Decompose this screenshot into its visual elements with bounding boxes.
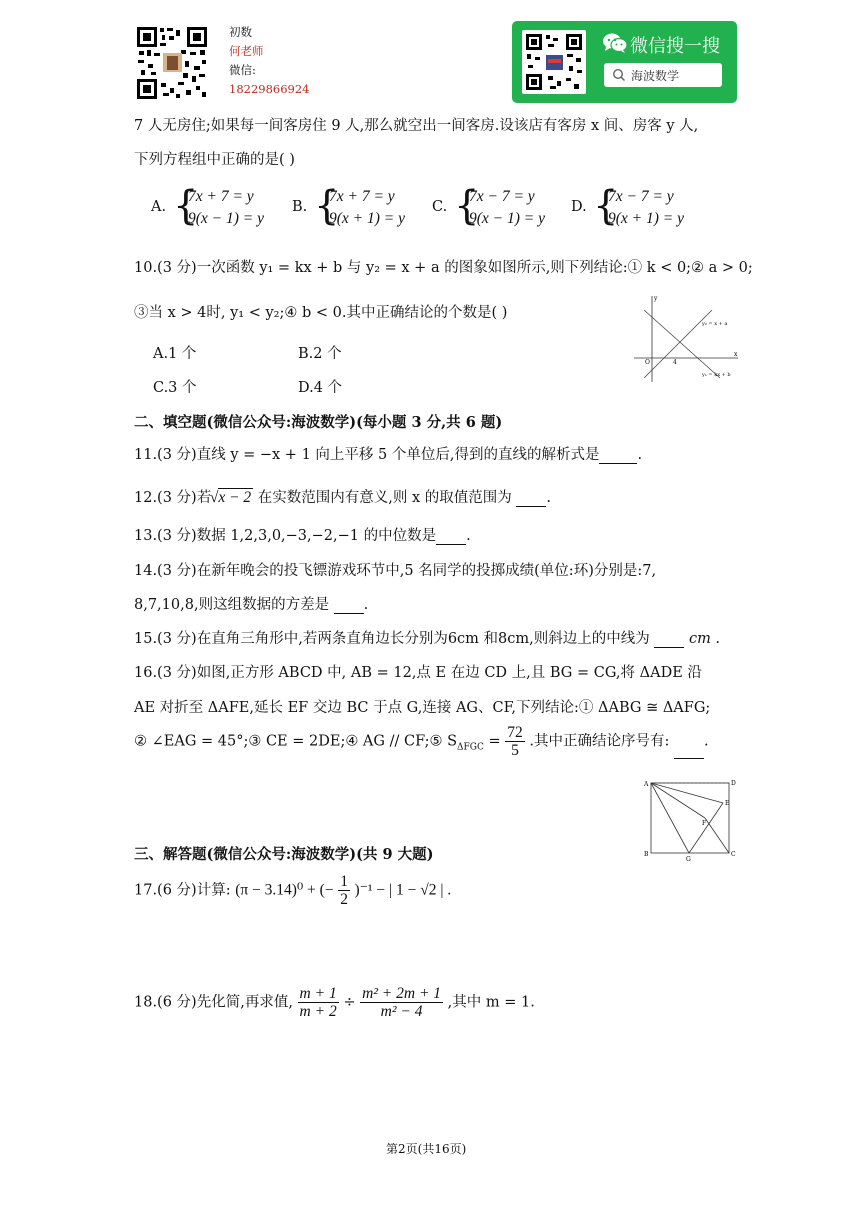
q10-option-a: A.1 个: [153, 346, 197, 362]
q16-label-a: A: [644, 781, 649, 788]
q16-line3-pre: ② ∠EAG = 45°;③ CE = 2DE;④ AG // CF;⑤ S: [134, 733, 458, 750]
q16-line2: AE 对折至 ΔAFE,延长 EF 交边 BC 于点 G,连接 AG、CF,下列结论:① ΔABG ≅ ΔAFG;: [134, 700, 711, 716]
q9-option-a-label: A.: [151, 199, 167, 215]
q10-line1: 10.(3 分)一次函数 y₁ = kx + b 与 y₂ = x + a 的图象如图所示,则下列结论:① k < 0;② a > 0;: [134, 260, 753, 276]
wechat-search-text: 海波数学: [631, 69, 680, 83]
q9-option-c-eq1: 7x − 7 = y: [469, 188, 535, 205]
q12-blank: [516, 490, 546, 507]
q11: 11.(3 分)直线 y = −x + 1 向上平移 5 个单位后,得到的直线的解析式是 .: [134, 447, 643, 463]
q10-option-c: C.3 个: [153, 380, 197, 396]
q18-fraction-1: [298, 985, 339, 1020]
q10-function-graph: [632, 292, 742, 384]
q16-square-figure: [643, 778, 738, 862]
q17: [134, 873, 451, 908]
q11-text: 11.(3 分)直线 y = −x + 1 向上平移 5 个单位后,得到的直线的解析式是: [134, 447, 600, 463]
q13-blank: [436, 528, 466, 545]
q10-graph-y-label: y: [654, 295, 658, 302]
q17-frac-den: 2: [340, 891, 348, 908]
q9-option-b-label: B.: [292, 199, 308, 215]
q9-option-b-eq1: 7x + 7 = y: [329, 188, 395, 205]
q16-line3-post: .其中正确结论序号有:: [529, 733, 670, 750]
q10-graph-four-label: 4: [673, 359, 677, 366]
q11-blank: [599, 447, 637, 464]
q12-radical: √x − 2: [209, 489, 252, 506]
q16-blank: [674, 742, 704, 759]
q18-f2-den: m² − 4: [380, 1003, 423, 1020]
q9-option-b-eq2: 9(x + 1) = y: [329, 210, 406, 227]
q16-line3-eq: =: [488, 733, 501, 750]
q18-op: ÷: [343, 994, 356, 1011]
q10-line2: ③当 x > 4时, y₁ < y₂;④ b < 0.其中正确结论的个数是( ): [134, 305, 508, 321]
q9-line1: 7 人无房住;如果每一间客房住 9 人,那么就空出一间客房.设该店有客房 x 间、房客 y 人,: [134, 118, 699, 134]
section2-title: 二、填空题(微信公众号:海波数学)(每小题 3 分,共 6 题): [134, 414, 503, 431]
teacher-line-subject: 初数: [229, 25, 252, 39]
wechat-qr-code: [522, 30, 586, 94]
search-icon: [612, 68, 626, 82]
q14-line2-text: 8,7,10,8,则这组数据的方差是: [134, 597, 330, 613]
q9-option-d-label: D.: [571, 199, 587, 215]
q12: 12.(3 分)若 √x − 2 在实数范围内有意义,则 x 的取值范围为 .: [134, 489, 552, 506]
q14-line2: 8,7,10,8,则这组数据的方差是 .: [134, 597, 369, 613]
q10-option-b: B.2 个: [298, 346, 342, 362]
q13-text: 13.(3 分)数据 1,2,3,0,−3,−2,−1 的中位数是: [134, 528, 437, 544]
q18-f1-den: m + 2: [299, 1003, 337, 1020]
q16-label-e: E: [725, 800, 730, 807]
q10-graph-origin-label: O: [645, 359, 650, 366]
q10-graph-line2-label: y₂ = x + a: [702, 321, 728, 327]
teacher-line-phone: 18229866924: [229, 82, 310, 96]
wechat-logo-icon: [602, 32, 628, 54]
q9-option-a-eq2: 9(x − 1) = y: [188, 210, 265, 227]
q18-f2-num: m² + 2m + 1: [362, 985, 442, 1002]
q16-line3-sub: ΔFGC: [457, 742, 484, 753]
q9-option-d-eq1: 7x − 7 = y: [608, 188, 674, 205]
teacher-line-wechat: 微信:: [229, 63, 256, 77]
q10-graph-x-label: x: [734, 351, 738, 358]
q17-expr1: (π − 3.14)⁰ + (−: [235, 881, 334, 899]
q16-fraction: [505, 724, 525, 759]
q9-option-c-eq2: 9(x − 1) = y: [469, 210, 546, 227]
q16-frac-num: 72: [507, 724, 523, 741]
q12-radicand: x − 2: [218, 489, 252, 506]
q16-label-f: F: [702, 820, 707, 827]
q17-frac-num: 1: [340, 873, 348, 890]
wechat-search-banner[interactable]: [512, 21, 737, 103]
q18: [134, 985, 535, 1020]
teacher-info: [229, 23, 309, 99]
q17-expr2: )⁻¹ − | 1 − √2 | .: [354, 881, 452, 899]
q16-frac-den: 5: [511, 742, 519, 759]
q15-blank: [654, 631, 684, 648]
q15-text: 15.(3 分)在直角三角形中,若两条直角边长分别为6cm 和8cm,则斜边上的中线为: [134, 631, 650, 647]
q15-unit: cm .: [688, 631, 721, 647]
q16-label-b: B: [644, 851, 649, 858]
q16-label-c: C: [731, 851, 736, 858]
q9-option-a-eq1: 7x + 7 = y: [188, 188, 254, 205]
page-footer: 第2页(共16页): [386, 1142, 467, 1156]
q16-line3: ② ∠EAG = 45°;③ CE = 2DE;④ AG // CF;⑤ $S_{\Delta FGC}$ = $\frac{72}{5}$ .其中正确结论序号有: .: [134, 724, 709, 759]
q12-pre: 12.(3 分)若: [134, 490, 212, 506]
wechat-search-box[interactable]: [604, 63, 722, 87]
q12-post: 在实数范围内有意义,则 x 的取值范围为: [257, 490, 512, 506]
q16-label-d: D: [731, 780, 736, 787]
q13: 13.(3 分)数据 1,2,3,0,−3,−2,−1 的中位数是 .: [134, 528, 471, 544]
q14-line1: 14.(3 分)在新年晚会的投飞镖游戏环节中,5 名同学的投掷成绩(单位:环)分别是:7,: [134, 563, 657, 579]
q9-option-d-eq2: 9(x + 1) = y: [608, 210, 685, 227]
section3-title: 三、解答题(微信公众号:海波数学)(共 9 大题): [134, 846, 434, 863]
q18-f1-num: m + 1: [299, 985, 337, 1002]
q14-blank: [334, 597, 364, 614]
q15: [134, 627, 720, 648]
q17-pre: 17.(6 分)计算:: [134, 882, 231, 899]
q18-fraction-2: [360, 985, 443, 1020]
q10-option-d: D.4 个: [298, 380, 343, 396]
teacher-line-name: 何老师: [229, 44, 264, 58]
q9-option-c-label: C.: [432, 199, 448, 215]
q16-label-g: G: [686, 856, 691, 862]
q10-graph-line1-label: y₁ = kx + b: [702, 372, 731, 378]
q18-pre: 18.(6 分)先化简,再求值,: [134, 994, 293, 1011]
q18-post: ,其中 m = 1.: [447, 994, 535, 1011]
wechat-search-title: 微信搜一搜: [630, 36, 720, 57]
q17-fraction: [338, 873, 350, 908]
q16-line1: 16.(3 分)如图,正方形 ABCD 中, AB = 12,点 E 在边 CD 上,且 BG = CG,将 ΔADE 沿: [134, 665, 702, 681]
teacher-qr-code: [136, 26, 208, 100]
q9-line2: 下列方程组中正确的是( ): [134, 152, 295, 168]
